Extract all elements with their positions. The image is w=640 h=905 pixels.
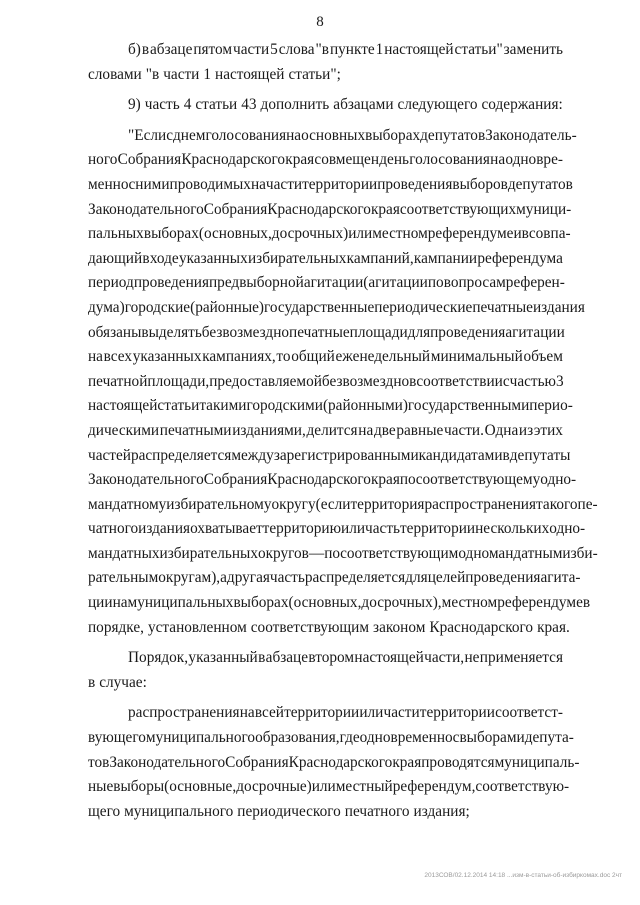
text-line: дума) городские (районные) государственные периодические печатные издания	[88, 298, 585, 316]
text-line: частей распределяется между зарегистрированными кандидатами в депутаты	[88, 446, 571, 464]
text-line: 9) часть 4 статьи 43 дополнить абзацами следующего содержания:	[128, 96, 563, 114]
text-line: "Если с днем голосования на основных выборах депутатов Законодатель-	[128, 126, 577, 144]
text-line: дающий в ходе указанных избирательных кампаний, кампании референдума	[88, 249, 563, 267]
text-line: рательным округам), а другая часть распределяется для целей проведения агита-	[88, 569, 581, 587]
text-line: распространения на всей территории или части территории соответст-	[128, 704, 563, 722]
text-line: пальных выборах (основных, досрочных) или местном референдуме и в совпа-	[88, 225, 571, 243]
footer-file-path: 2013СОВ/02.12.2014 14:18 ...изм-в-статьи-об-избиркомах.doc 2чт	[424, 872, 622, 879]
paragraph	[88, 124, 598, 640]
paragraph	[88, 93, 563, 118]
text-line: чатного издания охватывает территорию или часть территории нескольких одно-	[88, 520, 586, 538]
text-line: словами "в части 1 настоящей статьи";	[88, 65, 341, 83]
paragraph	[88, 38, 563, 87]
text-line: мандатных избирательных округов — по соответствующим одномандатным изби-	[88, 544, 598, 562]
text-line: порядке, установленном соответствующим законом Краснодарского края.	[88, 618, 570, 636]
text-line: печатной площади, предоставляемой безвозмездно в соответствии с частью 3	[88, 372, 564, 390]
document-body	[88, 38, 598, 830]
text-line: щего муниципального периодического печатного издания;	[88, 802, 470, 820]
text-line: мандатному избирательному округу (если территория распространения такого пе-	[88, 495, 598, 513]
text-line: обязаны выделять безвозмездно печатные площади для проведения агитации	[88, 323, 565, 341]
text-line: дическими печатными изданиями, делится на две равные части. Одна из этих	[88, 421, 563, 439]
text-line: ного Собрания Краснодарского края совмещен день голосования на одновре-	[88, 151, 563, 169]
text-line: менно с ними проводимых на части территории проведения выборов депутатов	[88, 175, 573, 193]
text-line: период проведения предвыборной агитации (агитации по вопросам референ-	[88, 274, 565, 292]
text-line: настоящей статьи такими городскими (районными) государственными перио-	[88, 397, 573, 415]
text-line: Законодательного Собрания Краснодарского края по соответствующему одно-	[88, 471, 577, 489]
text-line: б) в абзаце пятом части 5 слова "в пункте 1 настоящей статьи" заменить	[128, 41, 563, 58]
text-line: в случае:	[88, 673, 147, 691]
text-line: на всех указанных кампаниях, то общий еженедельный минимальный объем	[88, 348, 563, 366]
paragraph	[88, 646, 563, 695]
text-line: Порядок, указанный в абзаце втором настоящей части, не применяется	[128, 649, 563, 667]
text-line: вующего муниципального образования, где одновременно с выборами депута-	[88, 729, 574, 747]
paragraph	[88, 701, 580, 824]
page-number: 8	[316, 14, 324, 30]
text-line: ные выборы (основные, досрочные) или местный референдум, соответствую-	[88, 778, 570, 796]
text-line: тов Законодательного Собрания Краснодарского края проводятся муниципаль-	[88, 753, 580, 771]
text-line: ции на муниципальных выборах (основных, досрочных), местном референдуме в	[88, 594, 591, 612]
text-line: Законодательного Собрания Краснодарского края соответствующих муници-	[88, 200, 572, 218]
